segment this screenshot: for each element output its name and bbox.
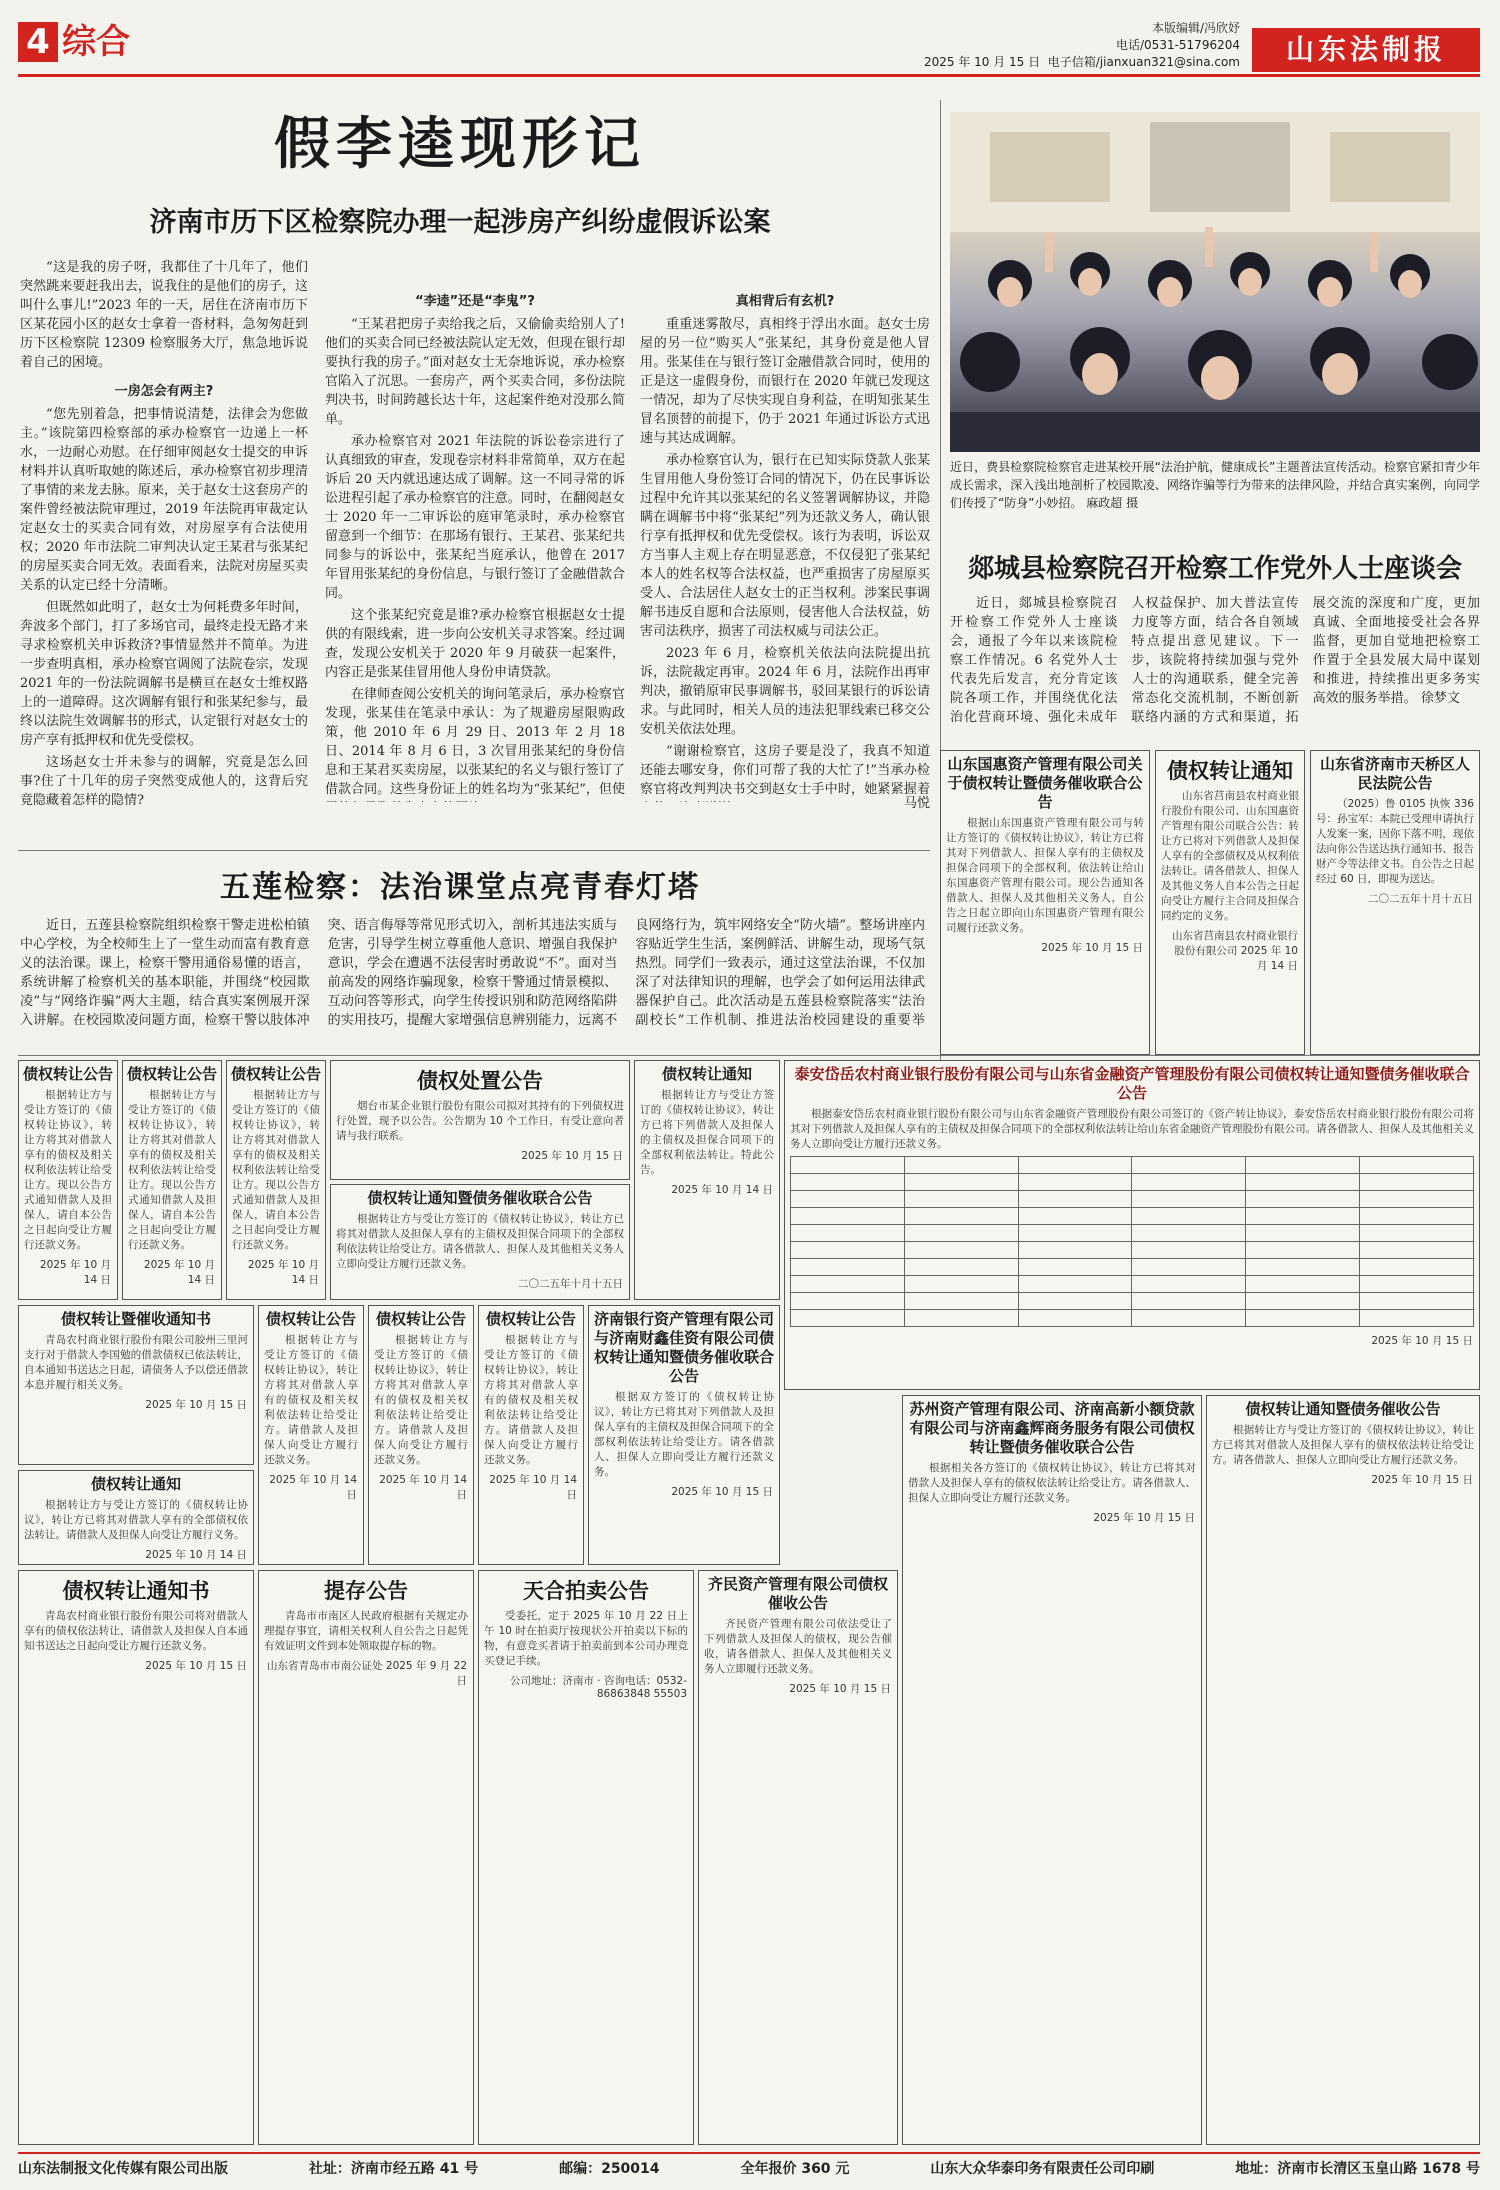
notice-body xyxy=(369,1333,473,1468)
caption-text: 近日，费县检察院检察官走进某校开展“法治护航，健康成长”主题普法宣传活动。检察官紧扣青少年成长需求，深入浅出地剖析了校园欺凌、网络诈骗等行为带来的法律风险，并结合真实案例，向同学们传授了“防身”小妙招。 xyxy=(950,460,1480,510)
notice-sign: 2025 年 10 月 15 日 xyxy=(671,1486,773,1498)
notice-title: 债权转让公告 xyxy=(127,1065,218,1083)
notice-body xyxy=(1311,797,1479,887)
notice-sign: 2025 年 10 月 14 日 xyxy=(671,1184,773,1196)
notice-body xyxy=(699,1617,897,1677)
notice-debt-transfer-e xyxy=(258,1305,364,1565)
notice-sign: 2025 年 10 月 15 日 xyxy=(145,1660,247,1672)
notice-text: 根据转让方与受让方签订的《债权转让协议》，转让方将其对借款人享有的债权及相关权利依法转让给受让方。现以公告方式通知借款人及担保人，请自本公告之日起向受让方履行还款义务。 xyxy=(232,1089,320,1251)
table-row xyxy=(791,1293,1474,1310)
notice-title: 债权转让暨催收通知书 xyxy=(60,1310,211,1328)
notice-body xyxy=(1207,1423,1479,1468)
lead-column-3 xyxy=(640,282,930,802)
table-row xyxy=(791,1157,1474,1174)
subhead: “李逵”还是“李鬼”? xyxy=(415,294,535,309)
notices-divider xyxy=(18,1055,1480,1056)
notice-title: 债权转让公告 xyxy=(485,1310,576,1328)
notice-title: 债权转让通知 xyxy=(1167,759,1293,783)
notice-sign: 2025 年 10 月 14 日 xyxy=(145,1549,247,1561)
notice-text: 根据转让方与受让方签订的《债权转让协议》，转让方将其对借款人享有的债权及相关权利依法转让给受让方。请借款人及担保人向受让方履行还款义务。 xyxy=(484,1334,578,1466)
page-number: 4 xyxy=(18,22,58,62)
notice-title: 债权转让公告 xyxy=(265,1310,356,1328)
notice-body xyxy=(1156,789,1304,924)
notice-title: 债权转让通知 xyxy=(90,1475,181,1493)
notice-body xyxy=(331,1212,629,1272)
paragraph: 但既然如此明了，赵女士为何耗费多年时间，奔波多个部门，打了多场官司，最终走投无路才来寻求检察机关申诉救济?事情显然并不简单。为进一步查明真相，承办检察官调阅了法院卷宗，发现 2021 年的一份法院调解书是横亘在赵女士维权路上的一道障碍。这次调解有银行和张某纪参与，最终以法院生效调解书的形式，认定银行对赵女士的房产享有抵押权和优先受偿权。 xyxy=(20,600,308,748)
notice-debt-transfer xyxy=(1155,750,1305,1055)
footer-address: 社址：济南市经五路 41 号 xyxy=(308,2161,479,2177)
notice-body xyxy=(19,1498,253,1543)
notice-table xyxy=(790,1156,1474,1327)
notice-body xyxy=(941,816,1149,936)
table-row xyxy=(791,1259,1474,1276)
lead-headline: 假李逵现形记 xyxy=(274,111,646,177)
header-info xyxy=(880,20,1240,71)
notice-text: 根据相关各方签订的《债权转让协议》，转让方已将其对借款人及担保人享有的债权依法转让给受让方。请各借款人、担保人立即向受让方履行还款义务。 xyxy=(908,1462,1196,1504)
story3-headline: 五莲检察：法治课堂点亮青春灯塔 xyxy=(220,870,700,905)
footer-price: 全年报价 360 元 xyxy=(740,2161,850,2177)
footer-printer: 山东大众华泰印务有限责任公司印刷 xyxy=(930,2161,1155,2177)
notice-court xyxy=(1310,750,1480,1055)
notice-title: 债权转让公告 xyxy=(231,1065,322,1083)
notice-debt-disposal xyxy=(330,1060,630,1180)
notice-body xyxy=(259,1609,473,1654)
notice-body xyxy=(331,1099,629,1144)
notice-body xyxy=(227,1088,325,1253)
table-row xyxy=(791,1174,1474,1191)
notice-sign: 2025 年 10 月 15 日 xyxy=(789,1683,891,1695)
notice-title: 债权转让公告 xyxy=(23,1065,114,1083)
notice-body xyxy=(19,1333,253,1393)
notice-title: 泰安岱岳农村商业银行股份有限公司与山东省金融资产管理股份有限公司债权转让通知暨债务催收联合公告 xyxy=(794,1065,1470,1102)
paragraph: 这场赵女士并未参与的调解，究竟是怎么回事?住了十几年的房子突然变成他人的，这背后究竟隐藏着怎样的隐情? xyxy=(20,755,308,808)
notice-sign: 2025 年 10 月 15 日 xyxy=(145,1399,247,1411)
notice-title: 齐民资产管理有限公司债权催收公告 xyxy=(707,1575,888,1612)
notice-sign: 山东省莒南县农村商业银行股份有限公司 2025 年 10 月 14 日 xyxy=(1172,930,1298,972)
notice-sign: 2025 年 10 月 14 日 xyxy=(489,1474,577,1501)
lead-column-1 xyxy=(20,258,308,818)
table-row xyxy=(791,1242,1474,1259)
story2-body xyxy=(950,594,1480,762)
notice-sign: 2025 年 10 月 15 日 xyxy=(1041,942,1143,954)
footer xyxy=(18,2158,1480,2178)
notice-sign: 2025 年 10 月 14 日 xyxy=(39,1259,111,1286)
notice-title: 济南银行资产管理有限公司与济南财鑫佳资有限公司债权转让通知暨债务催收联合公告 xyxy=(593,1310,774,1385)
notice-title: 债权转让通知暨债务催收联合公告 xyxy=(367,1189,593,1207)
notice-escrow xyxy=(258,1570,474,2145)
notice-body xyxy=(903,1461,1201,1506)
notice-title: 债权转让公告 xyxy=(375,1310,466,1328)
notice-transfer-letter xyxy=(18,1570,254,2145)
notice-debt-transfer-f xyxy=(368,1305,474,1565)
notice-text: 受委托，定于 2025 年 10 月 22 日上午 10 时在拍卖厅按现状公开拍卖以下标的物，有意竞买者请于拍卖前到本公司办理竞买登记手续。 xyxy=(484,1610,688,1667)
notice-text: 根据转让方与受让方签订的《债权转让协议》，转让方将其对借款人享有的债权及相关权利依法转让给受让方。现以公告方式通知借款人及担保人，请自本公告之日起向受让方履行还款义务。 xyxy=(24,1089,112,1251)
notice-text: 根据转让方与受让方签订的《债权转让协议》，转让方将其对借款人享有的债权及相关权利依法转让给受让方。请借款人及担保人向受让方履行还款义务。 xyxy=(264,1334,358,1466)
notice-sign: 2025 年 10 月 15 日 xyxy=(1371,1474,1473,1486)
classroom-photo-illustration xyxy=(950,112,1480,452)
table-row xyxy=(791,1276,1474,1293)
paragraph: “您先别着急，把事情说清楚，法律会为您做主。”该院第四检察部的承办检察官一边递上一杯水，一边耐心劝慰。在仔细审阅赵女士提交的申诉材料并认真听取她的陈述后，承办检察官初步理清了事情的来龙去脉。原来，关于赵女士这套房产的案件曾经被法院审理过，2019 年法院再审裁定认定赵女士的买卖合同有效，对房屋享有合法使用权；2020 年市法院二审判决认定王某君与张某纪的房屋买卖合同无效。表面看来，法院对房屋买卖关系的认定已经十分清晰。 xyxy=(20,407,308,593)
photo-credit: 麻政超 摄 xyxy=(1086,496,1139,510)
story3-body xyxy=(20,916,925,1041)
notice-auction xyxy=(478,1570,694,2145)
notice-text: 根据转让方与受让方签订的《债权转让协议》，转让方已将其对借款人及担保人享有的债权依法转让给受让方。请各借款人、担保人立即向受让方履行还款义务。 xyxy=(1212,1424,1474,1466)
notice-title: 提存公告 xyxy=(324,1579,408,1603)
table-row xyxy=(791,1208,1474,1225)
notice-body xyxy=(635,1088,779,1178)
paragraph: “谢谢检察官，这房子要是没了，我真不知道还能去哪安身，你们可帮了我的大忙了!”当承办检察官将改判判决书交到赵女士手中时，她紧紧握着 xyxy=(640,744,930,797)
notice-body xyxy=(479,1333,583,1468)
masthead-logo: 山东法制报 xyxy=(1252,28,1480,72)
notice-text: 根据转让方与受让方签订的《债权转让协议》，转让方已将其对借款人享有的全部债权依法转让。请借款人及担保人向受让方履行义务。 xyxy=(24,1499,248,1541)
notice-body xyxy=(785,1107,1479,1152)
notice-debt-collection-joint xyxy=(330,1184,630,1300)
table-row xyxy=(791,1310,1474,1327)
notice-title: 天合拍卖公告 xyxy=(523,1579,649,1603)
notice-body xyxy=(19,1088,117,1253)
paragraph: “这是我的房子呀，我都住了十几年了，他们突然跳来要赶我出去，说我住的是他们的房子，这叫什么事儿!”2023 年的一天，居住在济南市历下区某花园小区的赵女士拿着一沓材料，急匆匆赶到历下区检察院 12309 检察服务大厅，焦急地诉说着自己的困境。 xyxy=(20,260,308,370)
notice-text: 青岛市市南区人民政府根据有关规定办理提存事宜，请相关权利人自公告之日起凭有效证明文件到本处领取提存标的物。 xyxy=(264,1610,468,1652)
notice-body xyxy=(19,1609,253,1654)
paragraph xyxy=(950,594,1480,727)
subhead: 一房怎会有两主? xyxy=(114,384,214,399)
notice-sign: 2025 年 10 月 14 日 xyxy=(269,1474,357,1501)
story2-reporter: 徐梦文 xyxy=(1420,691,1460,706)
notice-text: 根据山东国惠资产管理有限公司与转让方签订的《债权转让协议》，转让方已将其对下列借款人、担保人享有的主债权及担保合同项下的全部权利，依法转让给山东国惠资产管理有限公司。现公告通知各借款人、担保人及其他相关义务人，自公告之日起立即向山东国惠资产管理有限公司履行还款义务。 xyxy=(946,817,1144,934)
paragraph: 2023 年 6 月，检察机关依法向法院提出抗诉，法院裁定再审。2024 年 6 月，法院作出再审判决，撤销原审民事调解书，驳回某银行的诉讼请求。与此同时，相关人员的违法犯罪线索已移交公安机关依法处理。 xyxy=(640,646,930,737)
table-row xyxy=(791,1225,1474,1242)
notice-sign: 二〇二五年十月十五日 xyxy=(518,1278,623,1290)
paragraph: 承办检察官对 2021 年法院的诉讼卷宗进行了认真细致的审查，发现卷宗材料非常简单，双方在起诉后 20 天内就迅速达成了调解。这一不同寻常的诉讼进程引起了承办检察官的注意。同时，在翻阅赵女士 2020 年一二审诉讼的庭审笔录时，承办检察官留意到一个细节：在那场有银行、王某君、张某纪共同参与的诉讼中，张某纪当庭承认，他曾在 2017 年冒用张某纪的身份信息，与银行签订了金融借款合同。 xyxy=(325,434,625,601)
notice-title: 债权转让通知暨债务催收公告 xyxy=(1245,1400,1441,1418)
notice-debt-transfer-d xyxy=(634,1060,780,1300)
classroom-photo xyxy=(950,112,1480,452)
notice-qimin-collection xyxy=(698,1570,898,2145)
notice-title: 山东省济南市天桥区人民法院公告 xyxy=(1319,755,1470,792)
paragraph: 这个张某纪究竟是谁?承办检察官根据赵女士提供的有限线索，进一步向公安机关寻求答案。经过调查，发现公安机关于 2020 年 9 月破获一起案件，内容正是张某佳冒用他人身份申请贷款。 xyxy=(325,608,625,680)
notice-debt-transfer-a xyxy=(18,1060,118,1300)
phone-number: 电话/0531-51796204 xyxy=(1116,38,1240,52)
section-title: 综合 xyxy=(62,22,130,62)
notice-title: 债权处置公告 xyxy=(417,1069,543,1093)
notice-text: 根据泰安岱岳农村商业银行股份有限公司与山东省金融资产管理股份有限公司签订的《资产转让协议》，泰安岱岳农村商业银行股份有限公司将其对下列借款人及担保人享有的主债权及担保合同项下的全部权利依法转让给山东省金融资产管理股份有限公司。请各借款人、担保人及其他相关义务人立即向受让方履行还款义务。 xyxy=(790,1108,1474,1150)
story2-text: 近日，郯城县检察院召开检察工作党外人士座谈会，通报了今年以来该院检察工作情况。6 名党外人士代表先后发言，充分肯定该院各项工作，并围绕优化法治化营商环境、强化未成年人权益保护、加大普法宣传力度等方面，结合各自领域特点提出意见建议。下一步，该院将持续加强与党外人士的沟通联系，健全完善常态化交流机制，不断创新联络内涵的方式和渠道，拓展交流的深度和广度，更加真诚、全面地接受社会各界监督，更加自觉地把检察工作置于全县发展大局中谋划和推进，持续推出更多务实高效的服务举措。 xyxy=(950,596,1480,725)
notice-text: 齐民资产管理有限公司依法受让了下列借款人及担保人的债权，现公告催收，请各借款人、担保人及其他相关义务人立即履行还款义务。 xyxy=(704,1618,892,1675)
notice-body xyxy=(123,1088,221,1253)
notice-sign: 2025 年 10 月 15 日 xyxy=(1371,1335,1473,1347)
notice-text: 山东省莒南县农村商业银行股份有限公司、山东国惠资产管理有限公司联合公告：转让方已将对下列借款人及担保人享有的全部债权及从权利依法转让。请各借款人、担保人及其他义务人自本公告之日起向受让方履行主合同及担保合同约定的义务。 xyxy=(1161,790,1299,922)
subhead: 真相背后有玄机? xyxy=(735,294,835,309)
paragraph: 在律师查阅公安机关的询问笔录后，承办检察官发现，张某佳在笔录中承认：为了规避房屋限购政策，他 2010 年 6 月 29 日、2013 年 2 月 18 日、2014 年 8 月 6 日，3 次冒用张某纪的身份信息和王某君买卖房屋，以张某纪的名义与银行签订了借款合同。这些身份证上的姓名均为“张某纪”，但使 xyxy=(325,687,625,797)
notice-sign: 2025 年 10 月 15 日 xyxy=(521,1150,623,1162)
editor-credit: 本版编辑/冯欣妤 xyxy=(1151,21,1240,35)
photo-caption xyxy=(950,458,1480,512)
lead-column-2 xyxy=(325,282,625,802)
lead-reporter: 马悦 xyxy=(903,796,930,811)
paragraph: 重重迷雾散尽，真相终于浮出水面。赵女士房屋的另一位“购买人”张某纪，其身份竟是他人冒用。张某佳在与银行签订金融借款合同时，使用的正是这一虚假身份，而银行在 2020 年就已发现这一情况，却为了尽快实现自身利益，在明知张某生冒名顶替的前提下，仍于 2021 年通过诉讼方式迅速与其达成调解。 xyxy=(640,317,930,446)
notice-title: 债权转让通知书 xyxy=(62,1579,210,1603)
notice-suzhou-asset xyxy=(902,1395,1202,2145)
notice-text: 根据转让方与受让方签订的《债权转让协议》，转让方将其对借款人享有的债权及相关权利依法转让给受让方。请借款人及担保人向受让方履行还款义务。 xyxy=(374,1334,468,1466)
notice-debt-collection xyxy=(1206,1395,1480,2145)
notice-sign: 2025 年 10 月 14 日 xyxy=(379,1474,467,1501)
notice-title: 山东国惠资产管理有限公司关于债权转让暨债务催收联合公告 xyxy=(947,755,1143,811)
header-rule xyxy=(18,74,1480,77)
email-address: 电子信箱/jianxuan321@sina.com xyxy=(1047,55,1240,69)
notice-text: 根据双方签订的《债权转让协议》，转让方已将其对下列借款人及担保人享有的主债权及担保合同项下的全部权利依法转让给受让方。请各借款人、担保人立即向受让方履行还款义务。 xyxy=(594,1391,774,1478)
notice-sign: 2025 年 10 月 15 日 xyxy=(1093,1512,1195,1524)
notice-title: 债权转让通知 xyxy=(661,1065,752,1083)
notice-text: 青岛农村商业银行股份有限公司胶州三里河支行对于借款人李国勉的借款债权已依法转让，自本通知书送达之日起，请债务人予以偿还借款本息并履行相关义务。 xyxy=(24,1334,248,1391)
notice-taian-bank xyxy=(784,1060,1480,1390)
lead-subheadline: 济南市历下区检察院办理一起涉房产纠纷虚假诉讼案 xyxy=(149,207,771,238)
issue-date: 2025 年 10 月 15 日 xyxy=(923,55,1041,69)
notice-collection-letter xyxy=(18,1305,254,1465)
notice-text: 烟台市某企业银行股份有限公司拟对其持有的下列债权进行处置，现予以公告。公告期为 10 个工作日，有受让意向者请与我行联系。 xyxy=(336,1100,624,1142)
notice-sign: 2025 年 10 月 14 日 xyxy=(247,1259,319,1286)
paragraph: “王某君把房子卖给我之后，又偷偷卖给别人了!他们的买卖合同已经被法院认定无效，但现在银行却要执行我的房子。”面对赵女士无奈地诉说，承办检察官陷入了沉思。一套房产，两个买卖合同，多份法院判决书，时间跨越长达十年，这起案件绝对没那么简单。 xyxy=(325,317,625,427)
notice-jinan-asset xyxy=(588,1305,780,1565)
notice-debt-transfer-h xyxy=(18,1470,254,1565)
story3-text: 近日，五莲县检察院组织检察干警走进松柏镇中心学校，为全校师生上了一堂生动而富有教育意义的法治课。课上，检察干警用通俗易懂的语言，系统讲解了检察机关的基本职能，并围绕“校园欺凌”与“网络诈骗”两大主题，结合真实案例展开深入讲解。在校园欺凌问题方面，检察干警以肢体冲突、语言侮辱等常见形式切入，剖析其违法实质与危害，引导学生树立尊重他人意识、增强自我保护意识，学会在遭遇不法侵害时勇敢说“不”。面对当前高发的网络诈骗现象，检察干警通过情景模拟、互动问答等形式，向学生传授识别和防范网络陷阱的实用技巧，提醒大家增强信息辨别能力，远离不良网络行为，筑牢网络安全“防火墙”。整场讲座内容贴近学生生活，案例鲜活、讲解生动，现场气氛热烈。同学们一致表示，通过这堂法治课，不仅加深了对法律知识的理解，也学会了如何运用法律武器保护自己。此次活动是五莲县检察院落实“法治副校长”工作机制、推进法治校园建设的重要举 xyxy=(20,918,925,1028)
notice-sign: 公司地址：济南市 · 咨询电话：0532-86863848 55503 xyxy=(509,1675,687,1700)
notice-debt-transfer-c xyxy=(226,1060,326,1300)
footer-rule xyxy=(18,2152,1480,2154)
notice-text: 青岛农村商业银行股份有限公司将对借款人享有的债权依法转让，请借款人及担保人自本通知书送达之日起向受让方履行还款义务。 xyxy=(24,1610,248,1652)
story2-headline: 郯城县检察院召开检察工作党外人士座谈会 xyxy=(967,554,1462,584)
notice-body xyxy=(589,1390,779,1480)
notice-sign: 山东省青岛市市南公证处 2025 年 9 月 22 日 xyxy=(267,1660,467,1687)
notice-title: 苏州资产管理有限公司、济南高新小额贷款有限公司与济南鑫辉商务服务有限公司债权转让暨债务催收联合公告 xyxy=(909,1400,1195,1456)
story-divider xyxy=(18,850,930,851)
footer-zipcode: 邮编：250014 xyxy=(559,2161,660,2177)
notice-sign: 二〇二五年十月十五日 xyxy=(1368,893,1473,905)
footer-printer-address: 地址：济南市长清区玉皇山路 1678 号 xyxy=(1235,2161,1480,2177)
paragraph: 承办检察官认为，银行在已知实际贷款人张某生冒用他人身份签订合同的情况下，仍在民事诉讼过程中允许其以张某纪的名义签署调解协议，并隐瞒在调解书中将“张某纪”列为还款义务人，确认银行享有抵押权和优先受偿权。该行为表明，诉讼双方当事人主观上存在明显恶意，不仅侵犯了张某纪本人的姓名权等合法权益，也严重损害了房屋原买受人、合法居住人赵女士的正当权利。涉案民事调解书违反自愿和合法原则，侵害他人合法权益，妨害司法秩序，损害了司法权威与司法公正。 xyxy=(640,453,930,639)
notice-text: 根据转让方与受让方签订的《债权转让协议》，转让方已将其对借款人及担保人享有的主债权及担保合同项下的全部权利依法转让给受让方。请各借款人、担保人及其他相关义务人立即向受让方履行还款义务。 xyxy=(336,1213,624,1270)
paragraph xyxy=(20,916,925,1041)
notice-body xyxy=(259,1333,363,1468)
notice-debt-transfer-g xyxy=(478,1305,584,1565)
notice-sign: 2025 年 10 月 14 日 xyxy=(143,1259,215,1286)
notice-text: （2025）鲁 0105 执恢 336 号：孙宝军：本院已受理申请执行人发案一案，因你下落不明，现依法向你公告送达执行通知书、报告财产令等法律文书。自公告之日起经过 60 日，即视为送达。 xyxy=(1316,798,1474,885)
notice-text: 根据转让方与受让方签订的《债权转让协议》，转让方将其对借款人享有的债权及相关权利依法转让给受让方。现以公告方式通知借款人及担保人，请自本公告之日起向受让方履行还款义务。 xyxy=(128,1089,216,1251)
notice-text: 根据转让方与受让方签订的《债权转让协议》，转让方已将下列借款人及担保人的主债权及担保合同项下的全部权利依法转让。特此公告。 xyxy=(640,1089,774,1176)
notice-joint-debt-transfer xyxy=(940,750,1150,1055)
footer-publisher: 山东法制报文化传媒有限公司出版 xyxy=(18,2161,228,2177)
notice-body xyxy=(479,1609,693,1669)
notice-debt-transfer-b xyxy=(122,1060,222,1300)
table-row xyxy=(791,1191,1474,1208)
